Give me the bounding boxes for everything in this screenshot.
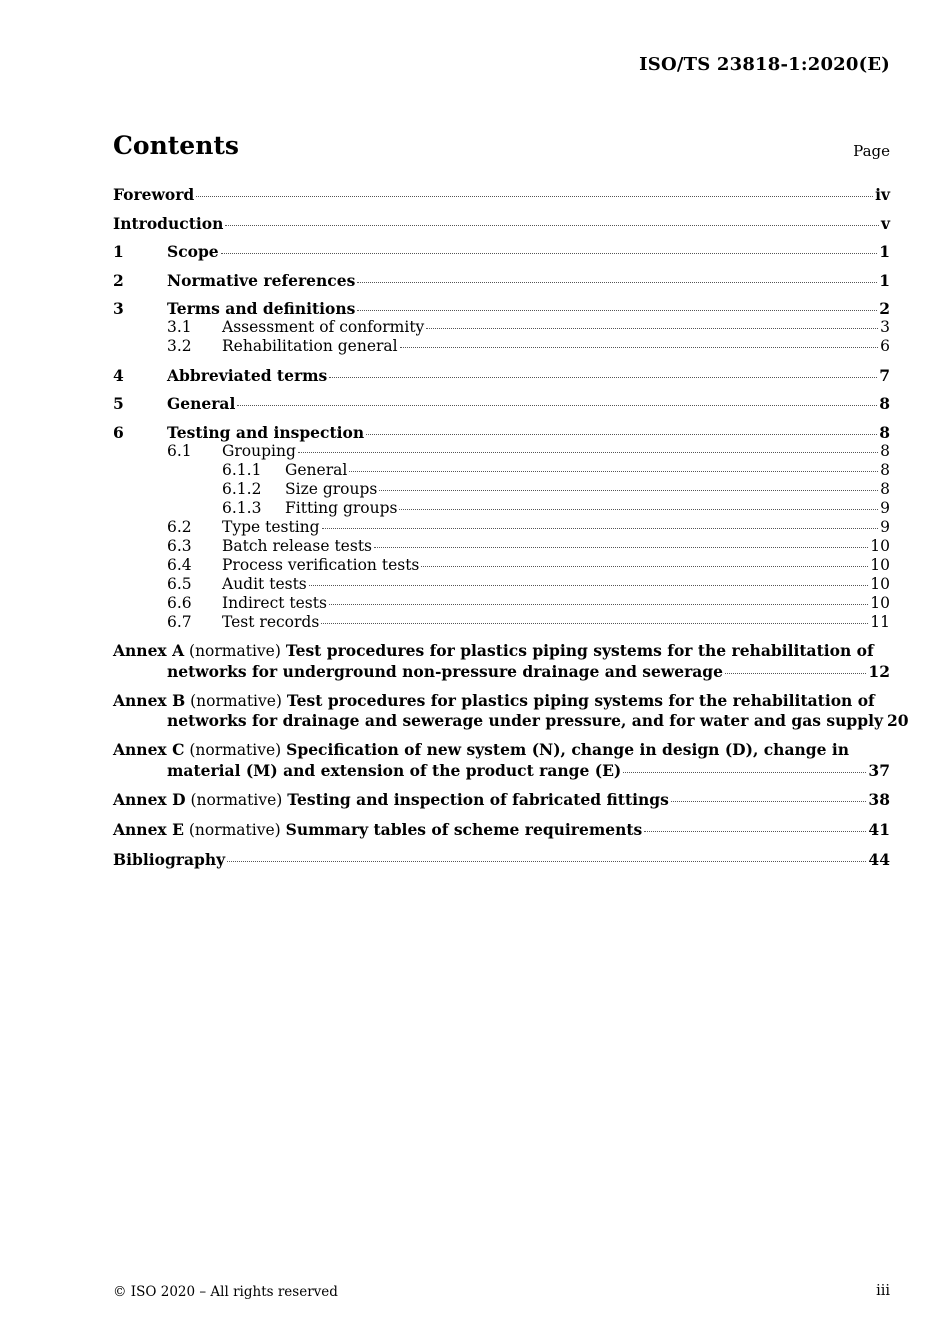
toc-number: 5 xyxy=(113,394,124,413)
toc-title: Testing and inspection xyxy=(167,422,365,442)
leader-dots xyxy=(357,310,877,311)
toc-page: 8 xyxy=(879,422,890,442)
table-of-contents xyxy=(113,185,909,869)
toc-title: Abbreviated terms xyxy=(167,365,328,385)
toc-number: 6.7 xyxy=(167,612,192,631)
annex-type: (normative) xyxy=(188,820,281,839)
toc-title: Assessment of conformity xyxy=(222,318,425,336)
toc-title: Introduction xyxy=(113,213,224,233)
toc-entry-annex-b[interactable] xyxy=(113,690,909,731)
toc-number: 6.2 xyxy=(167,517,192,536)
toc-entry-fitting-groups[interactable] xyxy=(113,499,890,518)
annex-label: Annex D xyxy=(113,789,186,809)
toc-entry-annex-d[interactable] xyxy=(113,790,890,811)
leader-dots xyxy=(671,801,867,802)
leader-dots xyxy=(725,673,866,674)
toc-page: iv xyxy=(875,185,890,204)
toc-entry-bibliography[interactable] xyxy=(113,850,890,869)
page-number: iii xyxy=(876,1283,890,1299)
leader-dots xyxy=(221,253,878,254)
toc-title: Indirect tests xyxy=(222,593,327,612)
toc-entry-terms-and-definitions[interactable] xyxy=(113,299,890,318)
toc-page: 41 xyxy=(868,819,890,839)
leader-dots xyxy=(623,772,866,773)
leader-dots xyxy=(357,282,877,283)
leader-dots xyxy=(644,831,866,832)
annex-type: (normative) xyxy=(189,741,282,759)
toc-number: 6 xyxy=(113,422,124,442)
toc-page: 8 xyxy=(880,479,890,498)
toc-entry-annex-a[interactable] xyxy=(113,641,890,681)
toc-title: Rehabilitation general xyxy=(222,337,398,355)
leader-dots xyxy=(400,347,879,348)
leader-dots xyxy=(237,405,877,406)
toc-title: General xyxy=(167,394,236,413)
toc-entry-type-testing[interactable] xyxy=(113,518,890,537)
copyright-notice: © ISO 2020 – All rights reserved xyxy=(113,1284,338,1300)
toc-title: Scope xyxy=(167,242,219,261)
toc-number: 6.1.1 xyxy=(222,460,262,479)
toc-entry-grouping-general[interactable] xyxy=(113,461,890,480)
contents-heading: Contents xyxy=(113,131,240,160)
toc-number: 3.1 xyxy=(167,318,192,336)
toc-page: 2 xyxy=(879,299,890,318)
toc-page: 8 xyxy=(879,394,890,413)
toc-title: Terms and definitions xyxy=(167,299,356,318)
toc-entry-rehabilitation-general[interactable] xyxy=(113,337,890,356)
toc-page: 6 xyxy=(880,337,890,355)
toc-page: 9 xyxy=(880,517,890,536)
leader-dots xyxy=(426,328,878,329)
leader-dots xyxy=(227,861,866,862)
toc-page: 1 xyxy=(879,270,890,290)
toc-title: Grouping xyxy=(222,441,296,460)
annex-label: Annex A xyxy=(113,641,185,660)
toc-entry-audit-tests[interactable] xyxy=(113,575,890,594)
toc-entry-batch-release-tests[interactable] xyxy=(113,537,890,556)
leader-dots xyxy=(321,623,868,624)
leader-dots xyxy=(322,528,879,529)
annex-title: Specification of new system (N), change in design (D), change in xyxy=(286,740,850,759)
toc-title: Bibliography xyxy=(113,849,226,869)
toc-title: General xyxy=(285,460,348,479)
toc-entry-process-verification-tests[interactable] xyxy=(113,556,890,575)
leader-dots xyxy=(374,547,868,548)
annex-title: Testing and inspection of fabricated fittings xyxy=(287,789,669,809)
toc-entry-annex-e[interactable] xyxy=(113,820,890,841)
toc-page: 37 xyxy=(868,760,890,780)
toc-number: 4 xyxy=(113,365,124,385)
toc-page: 38 xyxy=(868,789,890,809)
annex-label: Annex E xyxy=(113,819,184,839)
annex-label: Annex C xyxy=(113,740,185,759)
toc-entry-foreword[interactable] xyxy=(113,185,890,204)
toc-entry-scope[interactable] xyxy=(113,242,890,261)
toc-entry-test-records[interactable] xyxy=(113,613,890,632)
leader-dots xyxy=(225,225,879,226)
toc-number: 2 xyxy=(113,270,124,290)
page-column-label: Page xyxy=(853,142,890,160)
toc-entry-indirect-tests[interactable] xyxy=(113,594,890,613)
toc-page: 20 xyxy=(886,711,909,730)
toc-page: 10 xyxy=(870,555,890,574)
toc-title: Test records xyxy=(222,612,320,631)
toc-page: 11 xyxy=(870,612,890,631)
toc-title: Size groups xyxy=(285,479,378,498)
toc-page: 8 xyxy=(880,441,890,460)
toc-entry-normative-references[interactable] xyxy=(113,271,890,290)
toc-number: 3 xyxy=(113,299,124,318)
toc-number: 6.5 xyxy=(167,574,192,593)
annex-type: (normative) xyxy=(190,790,283,809)
toc-number: 6.6 xyxy=(167,593,192,612)
toc-number: 6.1 xyxy=(167,441,192,460)
annex-title-continued: material (M) and extension of the product range (E) xyxy=(167,760,622,780)
toc-page: 10 xyxy=(870,574,890,593)
toc-entry-size-groups[interactable] xyxy=(113,480,890,499)
toc-page: 8 xyxy=(880,460,890,479)
toc-entry-assessment-of-conformity[interactable] xyxy=(113,318,890,337)
toc-title: Process verification tests xyxy=(222,555,420,574)
toc-entry-annex-c[interactable] xyxy=(113,740,890,780)
toc-page: 12 xyxy=(868,661,890,681)
document-id: ISO/TS 23818-1:2020(E) xyxy=(639,54,890,75)
toc-number: 6.3 xyxy=(167,536,192,555)
toc-page: 7 xyxy=(879,365,890,385)
annex-type: (normative) xyxy=(190,691,282,710)
toc-title: Fitting groups xyxy=(285,498,398,517)
toc-number: 6.1.2 xyxy=(222,479,262,498)
annex-title: Summary tables of scheme requirements xyxy=(285,819,643,839)
toc-number: 1 xyxy=(113,242,124,261)
toc-number: 6.1.3 xyxy=(222,498,262,517)
leader-dots xyxy=(399,509,878,510)
annex-title: Test procedures for plastics piping systems for the rehabilitation of xyxy=(285,641,874,660)
leader-dots xyxy=(329,604,868,605)
toc-entry-general[interactable] xyxy=(113,394,890,413)
toc-entry-grouping[interactable] xyxy=(113,442,890,461)
toc-page: 10 xyxy=(870,593,890,612)
annex-title-continued: networks for drainage and sewerage under pressure, and for water and gas supply xyxy=(167,711,883,730)
toc-entry-introduction[interactable] xyxy=(113,214,890,233)
toc-page: 3 xyxy=(880,318,890,336)
leader-dots xyxy=(329,377,877,378)
toc-title: Audit tests xyxy=(222,574,307,593)
toc-page: 1 xyxy=(879,242,890,261)
toc-title: Type testing xyxy=(222,517,320,536)
leader-dots xyxy=(298,452,878,453)
annex-title: Test procedures for plastics piping systems for the rehabilitation of xyxy=(286,690,875,710)
toc-title: Batch release tests xyxy=(222,536,372,555)
leader-dots xyxy=(196,196,873,197)
toc-title: Normative references xyxy=(167,270,356,290)
toc-entry-testing-and-inspection[interactable] xyxy=(113,423,890,442)
toc-page: 9 xyxy=(880,498,890,517)
annex-label: Annex B xyxy=(113,690,186,710)
leader-dots xyxy=(349,471,878,472)
leader-dots xyxy=(309,585,869,586)
toc-number: 6.4 xyxy=(167,555,192,574)
toc-entry-abbreviated-terms[interactable] xyxy=(113,366,890,385)
toc-page: 44 xyxy=(868,849,890,869)
toc-page: 10 xyxy=(870,536,890,555)
toc-number: 3.2 xyxy=(167,337,192,355)
annex-title-continued: networks for underground non-pressure drainage and sewerage xyxy=(167,661,724,681)
leader-dots xyxy=(366,434,877,435)
leader-dots xyxy=(421,566,868,567)
toc-title: Foreword xyxy=(113,185,195,204)
annex-type: (normative) xyxy=(189,642,281,660)
toc-page: v xyxy=(880,213,890,233)
leader-dots xyxy=(379,490,878,491)
